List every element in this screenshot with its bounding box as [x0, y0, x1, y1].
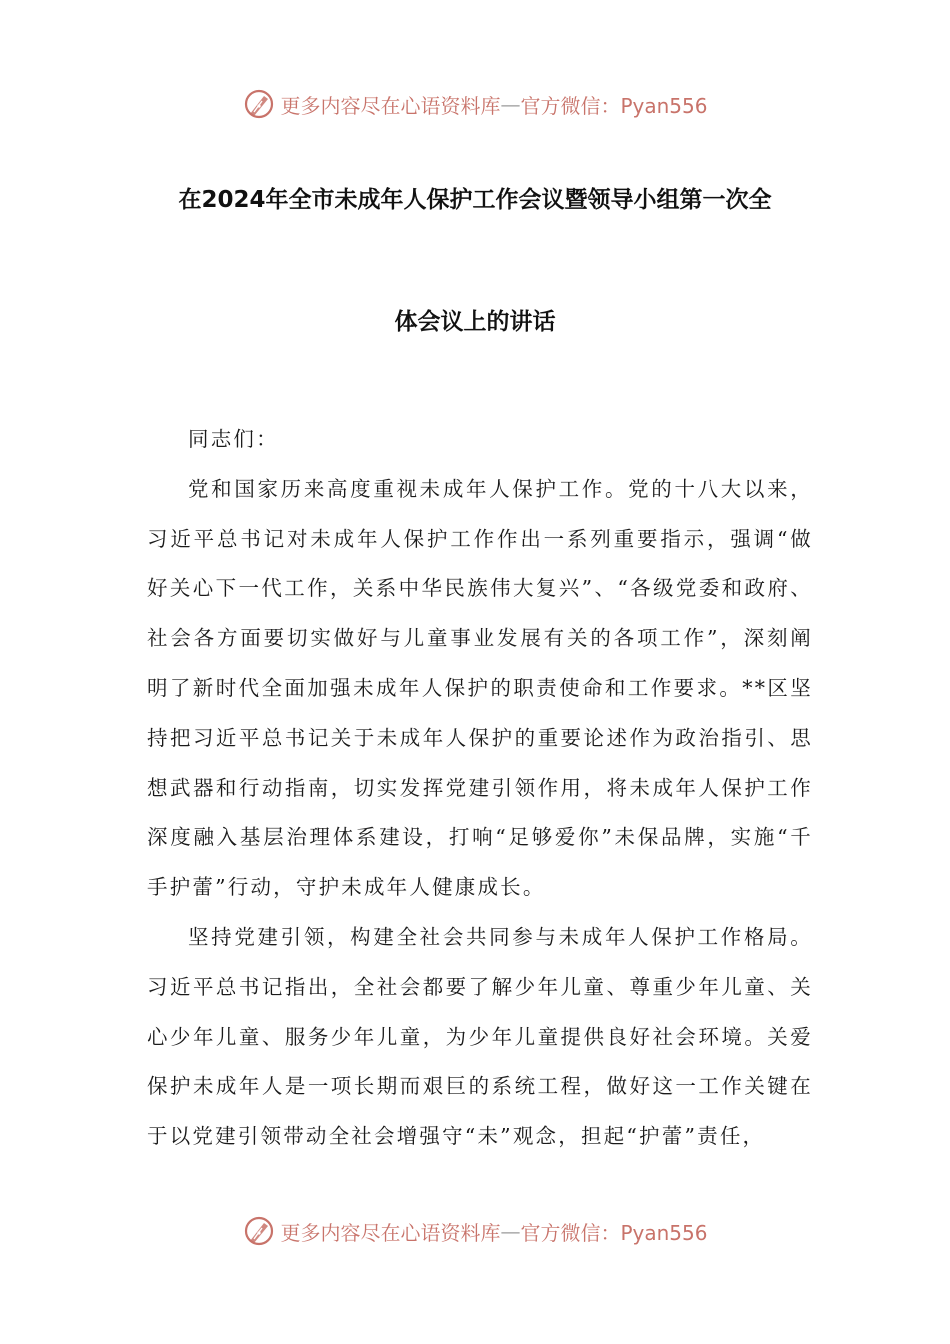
watermark-text: 更多内容尽在心语资料库: [280, 93, 501, 118]
watermark-separator: —: [500, 1219, 521, 1243]
document-title-line-2: 体会议上的讲话: [394, 309, 556, 335]
document-title-line-1: 在2024年全市未成年人保护工作会议暨领导小组第一次全: [178, 187, 772, 213]
watermark-header: [0, 84, 950, 124]
watermark-contact: 官方微信：Pyan556: [520, 93, 708, 118]
paragraph-2: 坚持党建引领，构建全社会共同参与未成年人保护工作格局。习近平总书记指出，全社会都要了解少年儿童、尊重少年儿童、关心少年儿童、服务少年儿童，为少年儿童提供良好社会环境。关爱保护未成年人是一项长期而艰巨的系统工程，做好这一工作关键在于以党建引领带动全社会增强守“未”观念，担起“护蕾”责任，: [147, 924, 813, 1149]
watermark-contact: 官方微信：Pyan556: [520, 1220, 708, 1245]
document-body: [147, 415, 813, 1162]
watermark-separator: —: [500, 92, 521, 116]
paragraph-1: 党和国家历来高度重视未成年人保护工作。党的十八大以来，习近平总书记对未成年人保护工作作出一系列重要指示，强调“做好关心下一代工作，关系中华民族伟大复兴”、“各级党委和政府、社会各方面要切实做好与儿童事业发展有关的各项工作”，深刻阐明了新时代全面加强未成年人保护的职责使命和工作要求。**区坚持把习近平总书记关于未成年人保护的重要论述作为政治指引、思想武器和行动指南，切实发挥党建引领作用，将未成年人保护工作深度融入基层治理体系建设，打响“足够爱你”未保品牌，实施“千手护蕾”行动，守护未成年人健康成长。: [147, 476, 813, 900]
watermark-footer: [0, 1211, 950, 1251]
pen-nib-circle-icon: [242, 87, 276, 121]
salutation: 同志们：: [188, 427, 279, 451]
pen-nib-circle-icon: [242, 1214, 276, 1248]
watermark-text: 更多内容尽在心语资料库: [280, 1220, 501, 1245]
